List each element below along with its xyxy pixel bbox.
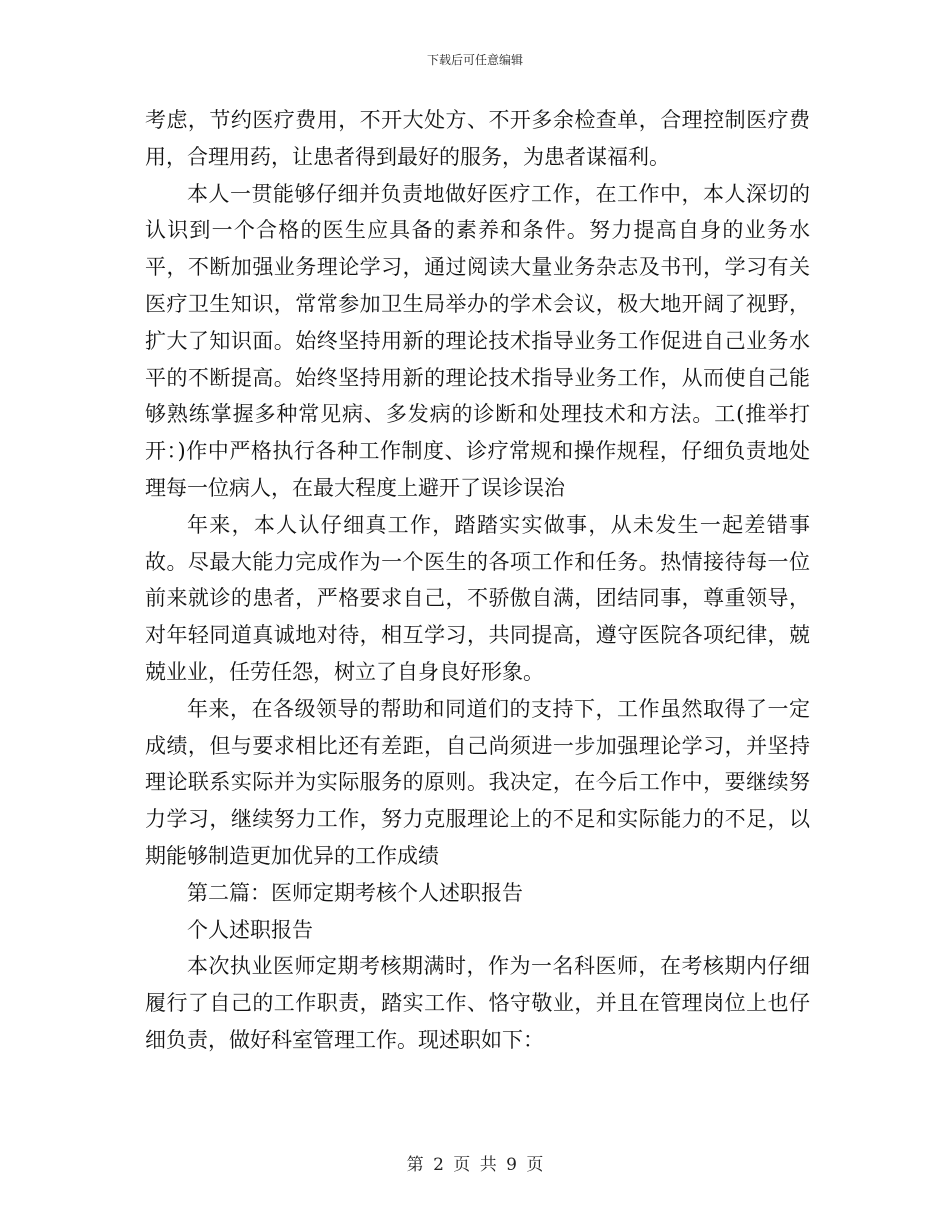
paragraph-3: 年来，本人认仔细真工作，踏踏实实做事，从未发生一起差错事故。尽最大能力完成作为一个医生的各项工作和任务。热情接待每一位前来就诊的患者，严格要求自己，不骄傲自满，团结同事，尊重领导，对年轻同道真诚地对待，相互学习，共同提高，遵守医院各项纪律，兢兢业业，任劳任怨，树立了自身良好形象。 bbox=[145, 512, 810, 684]
section-heading: 第二篇：医师定期考核个人述职报告 bbox=[187, 880, 523, 905]
report-title: 个人述职报告 bbox=[187, 917, 313, 942]
document-body bbox=[145, 102, 810, 1059]
paragraph-5: 本次执业医师定期考核期满时，作为一名科医师，在考核期内仔细履行了自己的工作职责，踏实工作、恪守敬业，并且在管理岗位上也仔细负责，做好科室管理工作。现述职如下： bbox=[145, 954, 810, 1052]
paragraph-4: 年来，在各级领导的帮助和同道们的支持下，工作虽然取得了一定成绩，但与要求相比还有差距，自己尚须进一步加强理论学习，并坚持理论联系实际并为实际服务的原则。我决定，在今后工作中，要继续努力学习，继续努力工作，努力克服理论上的不足和实际能力的不足，以期能够制造更加优异的工作成绩 bbox=[145, 696, 810, 868]
page-number: 第 2 页 共 9 页 bbox=[406, 1155, 544, 1175]
paragraph-1: 考虑，节约医疗费用，不开大处方、不开多余检查单，合理控制医疗费用，合理用药，让患者得到最好的服务，为患者谋福利。 bbox=[145, 108, 810, 169]
page-header: 下载后可任意编辑 bbox=[426, 53, 523, 67]
paragraph-2: 本人一贯能够仔细并负责地做好医疗工作，在工作中，本人深切的认识到一个合格的医生应具备的素养和条件。努力提高自身的业务水平，不断加强业务理论学习，通过阅读大量业务杂志及书刊，学习有关医疗卫生知识，常常参加卫生局举办的学术会议，极大地开阔了视野，扩大了知识面。始终坚持用新的理论技术指导业务工作促进自己业务水平的不断提高。始终坚持用新的理论技术指导业务工作，从而使自己能够熟练掌握多种常见病、多发病的诊断和处理技术和方法。工(推举打开：)作中严格执行各种工作制度、诊疗常规和操作规程，仔细负责地处理每一位病人，在最大程度上避开了误诊误治 bbox=[145, 181, 810, 500]
